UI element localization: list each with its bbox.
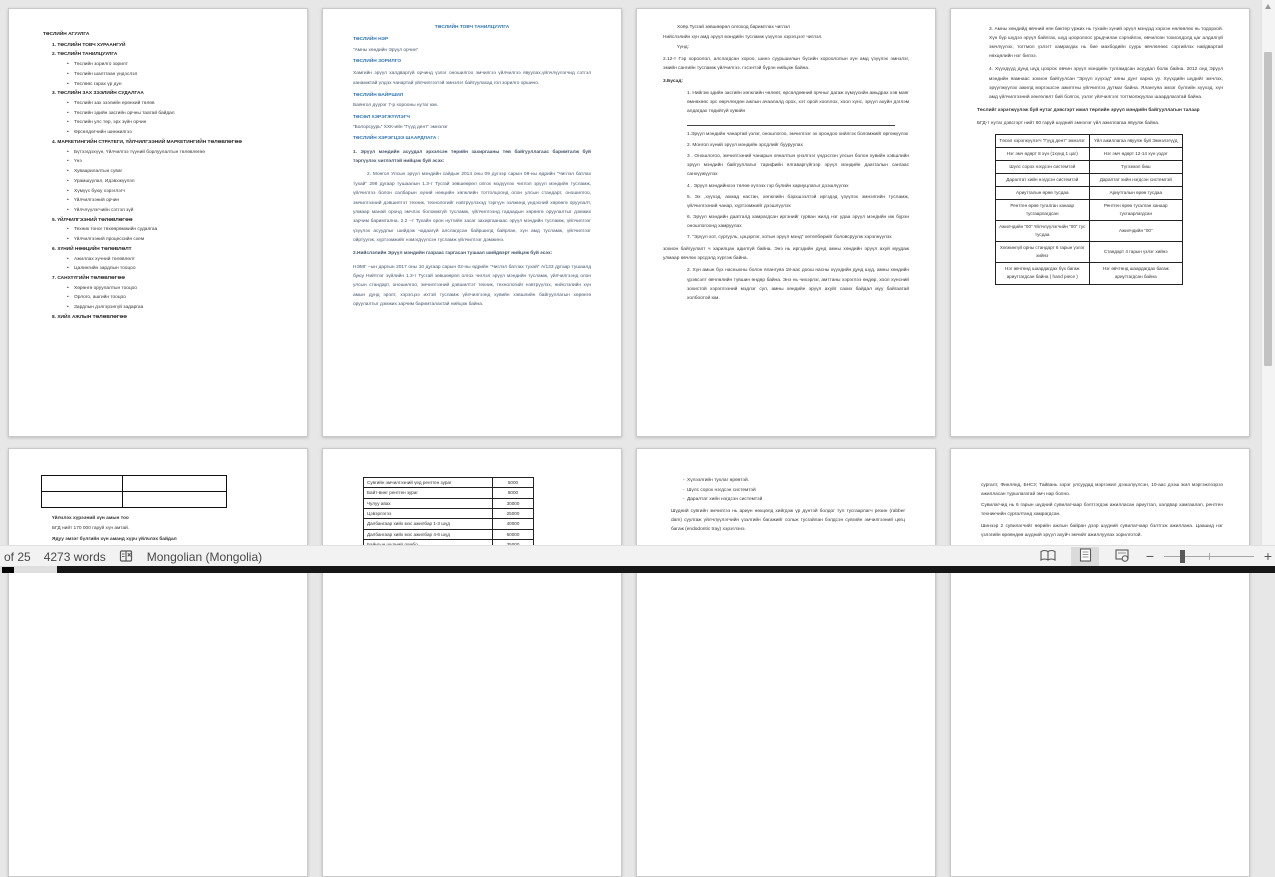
text-line: 3 . Оношлогоо, эмчилгээний чанарын хяналтын үнэлгээг үндэслэн улсын болон хувийн хэвшлийн эрүүл мэндийн байгууллагыг тарифийн ялгаваргүйгээр эрүүл мэндийн даатгалын сангаас санхүүжүүлэх xyxy=(687,154,909,178)
text-line: “Амны хөндийн Эрүүл орчин” xyxy=(353,47,419,53)
zoom-slider[interactable] xyxy=(1164,547,1254,566)
text-line: 4 . Эрүүл мэндийнхээ төлөө хүлээх гэр бүлийн хариуцлагыг дээшлүүлэх xyxy=(687,183,849,189)
table-row xyxy=(996,135,1183,148)
text-line: БГД нийт 170 000 гаруй хүн амтай. xyxy=(52,525,130,531)
service-name-cell: Чулуу авах xyxy=(364,498,493,508)
table-cell xyxy=(123,492,227,508)
toc-line: • Үйлчлүүлэгчийн сэтгэл зүй xyxy=(74,207,273,216)
text-line: 2. Монгол хүний эрүүл мэндийн эрсдлийг бууруулах xyxy=(687,143,803,149)
page2-text xyxy=(353,23,591,309)
document-page-2[interactable] xyxy=(322,8,622,437)
toc-line: • Ажиллах хүчний төлөвлөлт xyxy=(74,256,273,265)
text-line: НЭМГ –ын даргын 2017 оны 10 дугаар сарын 02-ны өдрийн “Чиглэл батлах тухай” А/133 дугаар тушаалд буюу Нийтлэг зүйлийн 1.3-т Тусгай зөвшөөрөл олгох чиглэл эрүүл мэндийн тусламж, үйлчилгээнд олон улсын стандарт, оношилгоо, эмчилгээний дэвшилтэт техник, технологийг нэвтрүүлэх, нийслэлийн хүн амын дунд эрэлт, хэрэгцээ ихтэй тусламж үйлчилгээнд хувийн хэвшлийн байгууллагын хөрөнгө оруулалтыг дэмжих зарчим баримталахтай нийцэж байна. xyxy=(353,264,591,307)
toc-line: • Үйлчилгээний процессийн схем xyxy=(74,236,273,245)
word-count-indicator[interactable]: 4273 words xyxy=(43,549,106,564)
read-mode-button[interactable] xyxy=(1034,547,1062,566)
toc-line: • Зардлын дэлгэрэнгүй задаргаа xyxy=(74,304,273,313)
vertical-scrollbar[interactable] xyxy=(1261,0,1275,545)
text-line: 2. Хүн амын бүх насныхны болон ялангуяа 18-аас доош насны хүүхдийн дунд шүд, амны хөндийн үрэвсэлт өвчлөлийн түвшин өндөр байна. Энэ нь чихэрлэг, амттаны хэрэглээ өндөр, хоол хүнсний зохистой хэрэглээний мэдлэг сул, амны хөндийн эрүүл ахуйг сахих байдал муу байгаатай холбоотой юм. xyxy=(687,268,909,301)
price-cell: 30000 xyxy=(493,498,534,508)
text-line: 2. Монгол Улсын эрүүл мэндийн сайдын 2014 оны 09 дүгээр сарын 08-ны өдрийн “Чиглэл батлах тухай” 298 дугаар тушаалын 1.3-т Тусгай зөвшөөрөл олгох мэдүүлэх чиглэл эрүүл мэндийн тусламж, үйлчилгээ болон салбарын хүний нөөцийн хөгжлийн тогтолцоонд олон улсын стандарт, оношилгоо, эмчилгээний дэвшилтэт техник, технологийг нэвтрүүлэхэд тэргүүн ээлжинд үндэсний хөрөнгө оруулалт, улмаар манай оронд эмчлэх боломжгүй тусламж, үйлчилгээнд гадаадын хөрөнгө оруулалтыг дэмжих зарчим баримтална. 2.2 –т Тухайн орон нутгийн засаг захиргаанаас эрүүл мэндийн тусламж, үйлчилгээг үзүүлэх асуудлыг шийдэж чадаагүй алслагдсан байршилд байрлан, хүн амд тусламж, үйлчилгээг ойртуулж, хүртээмжийг нэмэгдүүлсэн тусламж үйлчилгээг дэмжинэ. xyxy=(353,172,591,243)
text-line: Шинээр 2 сувилагчийг өөрийн ажлын байран дээр шүдний сувилагчаар бэлтгэж ажиллана. Цаашид нэг үзлэгийн өрөөндөө шүдний эрүүл ахуйч эмчийг ажиллуулах зорилготой. xyxy=(981,523,1223,538)
taskbar-strip xyxy=(0,566,1275,573)
text-line xyxy=(687,125,895,126)
zoom-slider-center-tick xyxy=(1209,553,1210,560)
clinic-comparison-table xyxy=(995,134,1183,284)
text-line: 2.Нийслэлийн Эрүүл мэндийн газраас гаргасан тушаал шийдвэрт нийцэж буй эсэх: xyxy=(353,251,553,257)
table-cell: Нэг өвчтөнд шаардагдах багаж ариутгагдсан байна xyxy=(1089,263,1183,284)
toc-line: • Цалингийн зардлын тооцоо xyxy=(74,265,273,274)
table-cell: Хөгжингүй орны стандарт 6 гарын үзлэг хийнэ xyxy=(996,242,1090,263)
zoom-in-button[interactable]: + xyxy=(1263,548,1273,564)
table-cell: Ариутгалын өрөө тусдаа xyxy=(1089,187,1183,200)
table-cell: Нэг өвчтөнд шаардагдах бүх багаж ариутгагдсан байна ( hand piece ) xyxy=(996,263,1090,284)
toc-line: • Үнэ xyxy=(74,158,273,167)
toc-line: • Урамшуулал, Идэвхжүүлэл xyxy=(74,178,273,187)
table-cell: Ариутгалын өрөө тусдаа xyxy=(996,187,1090,200)
toc-line: 2. ТӨСЛИЙН ТАНИЛЦУУЛГА xyxy=(52,52,118,58)
table-cell: Нэг эмч өдөрт 12-14 хүн үздэг xyxy=(1089,148,1183,161)
price-cell: 5000 xyxy=(493,478,534,488)
table-cell xyxy=(42,476,123,492)
toc-line: • Төслийн зорилго зорилт xyxy=(74,61,273,70)
toc-line: • Хуваарилалтын суваг xyxy=(74,168,273,177)
text-line: Баянгол дүүрэг 7-р хорооны нутаг юм. xyxy=(353,103,439,109)
text-line: 2.12-т Гэр хороолол, алслагдсан хороо, шинэ суурьшилын бүсийн хороололын хүн амд үзүүлэх эмнэлэг, эмийн сангийн тусламж үйлчилгээ. гэсэнтэй бүрэн нийцэж байна. xyxy=(663,57,909,72)
text-line: - Шүлс сорох нэгдсэн системтэй xyxy=(683,487,905,496)
text-line: Нийслэлийн хүн амд эрүүл мэндийн тусламж үзүүлэх хэрэгцээт чиглэл. xyxy=(663,35,823,41)
proofing-errors-icon[interactable] xyxy=(119,550,134,564)
table-row xyxy=(996,200,1183,221)
text-line: Үйлчлэх хүрээний хүн амын тоо xyxy=(52,516,129,521)
web-layout-icon xyxy=(1115,549,1129,565)
toc-line: 8. ХИЙХ АЖЛЫН ТӨЛӨВЛӨГӨӨ xyxy=(52,314,128,320)
text-line: Төслийг хэрэгжүүлэж буй нутаг дэвсгэрт ижил төрлийн эрүүл мэндийн байгууллагын талаар xyxy=(977,107,1200,113)
toc-line: • Төслийн улс төр, эрх зүйн орчин xyxy=(74,119,273,128)
table-row xyxy=(42,492,227,508)
toc-line: ТӨСЛИЙН АГУУЛГА xyxy=(43,32,90,37)
price-cell: 8000 xyxy=(493,488,534,498)
text-line: ТӨСЛИЙН ЗОРИЛГО xyxy=(353,59,402,65)
table-cell xyxy=(42,492,123,508)
document-page-1[interactable] xyxy=(8,8,308,437)
text-line: 3. Амны хөндийд өвчний нян бактер үржих нь тухайн хүний эрүүл мэндэд хэрхэн нөлөөлөх нь тодорхой. Хүн бүр шүдээ эрүүл байлгах, шүд цооролоос урьдчилан сэргийлэх, өвчилсөн тохиолдолд цаг алдалгүй эмчлүүлэх, тогтмол үзлэгт хамрагдах нь бие махбодийн суурь өвчлөлөөс сэргийлэх найдвартай нөхцөлийн нэг билээ. xyxy=(989,27,1223,60)
status-bar xyxy=(0,545,1275,567)
scroll-up-icon[interactable] xyxy=(1265,4,1271,9)
text-line: 1. Нийгэм эдийн засгийн хөгжлийн чөлөөт, өрсөлдөөний орчныг дагаж хүмүүсийн амьдрах хэв маяг өмнөхөөс эрс өөрчлөгдөн ажлын ачаалалд орох, хэт орой хооллох, хоол хүнс, эрүүл ахуйн дэглэм алдагдах төдийгүй хувийн xyxy=(687,90,909,114)
toc-line: • Төслийн шалтгаан үндэслэл xyxy=(74,71,273,80)
table-row xyxy=(996,221,1183,242)
text-line: ТӨСЛИЙН НЭР xyxy=(353,37,389,43)
toc-line: 1. ТӨСЛИЙН ТОВЧ ХУРААНГУЙ xyxy=(52,42,126,48)
table-row xyxy=(42,476,227,492)
table-cell: Рентген өрөө тугалган ханаар тусгаарлагдсан xyxy=(996,200,1090,221)
table-row xyxy=(996,148,1183,161)
table-cell: Даралтат хийн нэгдсэн системтэй xyxy=(1089,174,1183,187)
text-line: ТӨСЛИЙН БАЙРШИЛ xyxy=(353,93,404,99)
table-row xyxy=(364,488,534,498)
language-indicator[interactable]: Mongolian (Mongolia) xyxy=(146,549,263,564)
price-list-table xyxy=(363,477,534,550)
text-line: ТӨСӨЛ ХЭРЭГЖҮҮЛЭГЧ xyxy=(353,114,410,120)
price-cell: 60000 xyxy=(493,529,534,539)
service-name-cell: Далбангаар хийх мэс ажилбар 4-6 шүд xyxy=(364,529,493,539)
page4-text xyxy=(977,25,1223,128)
document-page-5[interactable] xyxy=(8,448,308,877)
table-cell: Рентген өрөө тугалган ханаар тусгаарлагдсан xyxy=(1089,200,1183,221)
table-cell xyxy=(123,476,227,492)
text-line: 5. Эх ,хүүхэд, ахмад настан, хөгжлийн бэрхшээлтэй иргэдэд үзүүлэх эмнэлгийн тусламж, үйлчилгээний чанар, хүртээмжийг дээшлүүлэх xyxy=(687,194,909,209)
toc-line: • Өрсөлдөгчийн шинжилгээ xyxy=(74,129,273,138)
service-name-cell: Цэвэрлэгээ xyxy=(364,509,493,519)
table-cell: Ажилчдийн “00” Үйлчлүүлэгчийн “00” тус тусдаа xyxy=(996,221,1090,242)
text-line: Хамгийн эрүүл халдваргүй орчинд үзлэг оношилгоо эмчилгээ үйлчилгээ явуулах,үйлчлүүлэгчид сэтгэл ханамжтай үлдэх чанартай үйлчилгээтэй эмнэлэг байгуулахад гол зорилго оршино. xyxy=(353,71,591,86)
toc-line: • Орлого, ашгийн тооцоо xyxy=(74,294,273,303)
table-cell: Төсөл хэрэгжүүлэгч “Гүүд дент” эмнэлэг xyxy=(996,135,1090,148)
table-row xyxy=(996,263,1183,284)
text-line: сургалт, Финлянд, БНСУ, Тайвань зэрэг улсуудад мэргэжил дээшлүүлсэн, 10-аас дээш жил мэргэжлээрээ ажилласан туршлагатай эмч нар болно. xyxy=(981,483,1223,497)
toc-line: • Төслийн эдийн засгийн орчны таатай байдал xyxy=(74,110,273,119)
text-line: Үүнд: xyxy=(677,45,689,51)
read-mode-icon xyxy=(1040,549,1056,565)
toc-line: • Төслөөс гарах үр дүн xyxy=(74,81,273,90)
text-line: Ядуу эмзэг бүлгийн хүн аманд хүрч үйлчлэх байдал xyxy=(52,537,177,543)
toc-line: 5. ҮЙЛЧИЛГЭЭНИЙ ТӨЛӨВЛӨГӨӨ xyxy=(52,217,133,223)
price-cell: 25000 xyxy=(493,509,534,519)
status-bar-right xyxy=(1034,546,1273,567)
toc-line: • Техник тоног төхөөрөмжийн судалгаа xyxy=(74,226,273,235)
toc-line: • Төслийн зах зээлийн ерөнхий төлөв xyxy=(74,100,273,109)
text-line: 6. Эрүүл мэндийн даатгалд хамрагдсан иргэнийг гурван жилд нэг удаа эрүүл мэндийн иж бүрэн оношлогоонд хамруулах xyxy=(687,214,909,229)
web-layout-button[interactable] xyxy=(1108,547,1136,566)
table-row xyxy=(364,498,534,508)
service-name-cell: Далбангаар хийх мэс ажилбар 1-3 шүд xyxy=(364,519,493,529)
text-line: зохион байгуулалт ч харилцан адилгүй байна. Энэ нь иргэдийн дунд амны хөндийн эрүүл ахуй муудаж улмаар өвчлөх эрсдэлд хүргэж байна. xyxy=(663,247,909,262)
table-row xyxy=(996,161,1183,174)
price-cell: 40000 xyxy=(493,519,534,529)
service-name-cell: Байт-винг рентген зураг xyxy=(364,488,493,498)
toc-line: • Хүмүүс буюу хэрэглэгч xyxy=(74,188,273,197)
text-line: 7. “Эрүүл хот, сургууль, цэцэрлэг, хотын эрүүл мэнд” хөтөлбөрийг боловсруулж хэрэгжүүлэх xyxy=(687,235,892,241)
table-cell: Шүлс сорох нэгдсэн системтэй xyxy=(996,161,1090,174)
table-row xyxy=(364,529,534,539)
print-layout-button[interactable] xyxy=(1071,547,1099,566)
text-line: 1. Эрүүл мэндийн асуудал эрхэлсэн төрийн захиргааны төв байгууллагаас баримталж буй тэргүүлэх чиглэлтэй нийцэж буй эсэх: xyxy=(353,149,591,165)
text-line: - Хүлээлгийн тухлаг өрөөтэй. xyxy=(683,477,905,486)
toc-line: 7. САНХҮҮГИЙН ТӨЛӨВЛӨГӨӨ xyxy=(52,275,125,281)
text-line: Шүдний сувгийн эмчилгээ нь ариун нөхцөлд хийгдэж үр дүнтэй болдог тул тусгаарлагч резин (rabber dam) суулгаж үйлчлүүлэгчийн үзэлгийн багажийг сольж тусгайлан бэлдсэн сувгийн эмчилгээний цөгц багаж (endodontic tray) хэрэглэнэ. xyxy=(671,509,905,532)
text-line: БГД-т нутаг дэвсгэрт нийт 60 гаруй шүдний эмнэлэг үйл ажиллагаа явуулж байна. xyxy=(977,120,1160,126)
toc-line: 3. ТӨСЛИЙН ЗАХ ЗЭЭЛИЙН СУДАЛГАА xyxy=(52,91,144,97)
print-layout-icon xyxy=(1079,548,1092,565)
toc-line: • Үйлчилгээний орчин xyxy=(74,197,273,206)
empty-table xyxy=(41,475,227,508)
scrollbar-thumb[interactable] xyxy=(1264,52,1272,366)
text-line: ТӨСЛИЙН ХЭРЭГЦЭЭ ШААРДЛАГА : xyxy=(353,136,440,142)
text-line: - Даралтат хийн нэгдсэн системтэй xyxy=(683,496,905,505)
text-line: 1.Эрүүл мэндийн чанартай үзлэг, оношлогоо, эмчилгээг эх орондоо хийлгэх боломжийг өргөжүүлэх xyxy=(687,131,909,137)
table-cell: Үйл ажиллагаа явуулж буй Эмнэлэгүүд xyxy=(1089,135,1183,148)
table-row xyxy=(364,478,534,488)
document-page-6[interactable] xyxy=(322,448,622,877)
table-cell: Ажилчдийн “00” xyxy=(1089,221,1183,242)
text-line: Хоёр.Тусгай зөвшөөрөл олгоход баримтлах чиглэл xyxy=(677,25,790,30)
table-row xyxy=(996,174,1183,187)
text-line: 4. Хүүхдүүд дунд шүд цоорох өвчин эрүүл мэндийн тулгамдсан асуудал болж байна. 2012 онд Эрүүл мэндийн яамнаас зохион байгуулсан “Эрүүл хүүхэд” аяны дүнг харна уу. Хүүхдийн шүдийг эмчлэх, эрүүлжүүлэх ажилд мэргэшсэн ажилтны үйлчилгээ дутмаг байна. Ялангуяа эмзэг бүлгийн хүүхэд, хүн амд үйлчилгээний хөнгөлөлт бий болгох, үзлэг үйлчилгээг тогтмолжуулах шаардлагатай байна. xyxy=(989,67,1223,100)
zoom-slider-thumb[interactable] xyxy=(1180,550,1185,563)
document-page-7[interactable] xyxy=(636,448,936,877)
service-name-cell: Сувгийн эмчилгээний үед рентген зураг xyxy=(364,478,493,488)
table-cell: Түгээмэл биш xyxy=(1089,161,1183,174)
page-number-indicator[interactable]: of 25 xyxy=(4,549,31,564)
table-row xyxy=(364,519,534,529)
table-cell: Стандарт 4 гарын үзлэг хийнэ xyxy=(1089,242,1183,263)
toc-line: 6. ХҮНИЙ НӨӨЦИЙН ТӨЛӨВЛӨЛТ xyxy=(52,246,132,252)
document-page-3[interactable] xyxy=(636,8,936,437)
table-cell: Нэг эмч өдөрт 8 хүн (1хүнд 1 цаг) xyxy=(996,148,1090,161)
toc-line: 4. МАРКЕТИНГИЙН СТРАТЕГИ, ҮЙЛЧИЛГЭЭНИЙ МАРКЕТИНГИЙН ТӨЛӨВЛӨГӨӨ xyxy=(52,139,242,145)
document-page-8[interactable] xyxy=(950,448,1250,877)
table-row xyxy=(364,509,534,519)
text-line: ТӨСЛИЙН ТОВЧ ТАНИЛЦУУЛГА xyxy=(434,25,510,30)
toc-line: • Бүтээгдэхүүн, Үйлчилгээ түүний борлуулалтын төлөвлөгөө xyxy=(74,149,273,158)
table-row xyxy=(996,187,1183,200)
page8-text xyxy=(981,482,1223,540)
page3-text xyxy=(663,23,909,303)
text-line: “Болорсуурь” ХХК-ийн “Гүүд дент” эмнэлэг xyxy=(353,125,448,131)
document-page-4[interactable] xyxy=(950,8,1250,437)
text-line: Сувилагчид нь 6 гарын шүдний сувилагчаар бэлтгэгдэж ажилласан ариутгал, халдвар хамгаалал, рентген техникчийн сургалтанд хамрагдсан. xyxy=(981,503,1223,518)
taskbar-dark-bar xyxy=(57,566,1275,573)
text-line: 3.Бусад: xyxy=(663,78,683,84)
taskbar-corner-square xyxy=(2,567,14,573)
toc-line: • Хөрөнгө оруулалтын тооцоо xyxy=(74,285,273,294)
status-bar-left xyxy=(4,546,262,567)
page7-text xyxy=(671,477,905,534)
table-cell: Даралтат хийн нэгдсэн системтэй xyxy=(996,174,1090,187)
toc-list xyxy=(43,31,273,323)
zoom-out-button[interactable]: − xyxy=(1145,548,1155,564)
table-row xyxy=(996,242,1183,263)
